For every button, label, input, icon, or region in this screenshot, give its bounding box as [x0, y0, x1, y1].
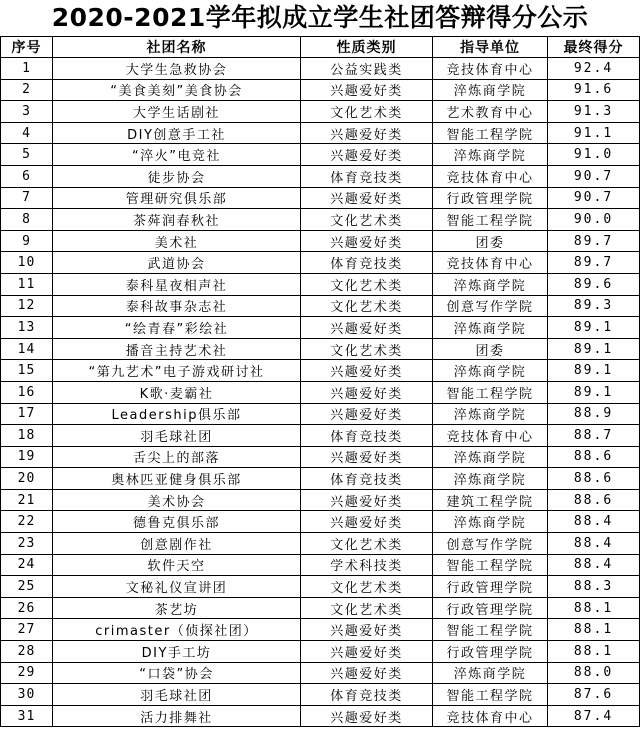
- cell-club-name: K歌·麦霸社: [53, 381, 301, 403]
- cell-advisor-unit: 创意写作学院: [433, 533, 548, 555]
- table-row: [1, 165, 640, 187]
- cell-index: 13: [1, 317, 53, 339]
- cell-category: 文化艺术类: [301, 209, 433, 231]
- table-row: [1, 295, 640, 317]
- cell-category: 文化艺术类: [301, 101, 433, 123]
- cell-index: 19: [1, 446, 53, 468]
- cell-category: 兴趣爱好类: [301, 122, 433, 144]
- table-row: [1, 79, 640, 101]
- table-row: [1, 468, 640, 490]
- cell-club-name: Leadership俱乐部: [53, 403, 301, 425]
- cell-club-name: 美术社: [53, 230, 301, 252]
- cell-index: 28: [1, 641, 53, 663]
- cell-category: 学术科技类: [301, 554, 433, 576]
- cell-club-name: “第九艺术”电子游戏研讨社: [53, 360, 301, 382]
- cell-club-name: 大学生话剧社: [53, 101, 301, 123]
- cell-club-name: 活力排舞社: [53, 705, 301, 727]
- column-header-index: 序号: [1, 37, 53, 58]
- table-row: [1, 705, 640, 727]
- cell-index: 12: [1, 295, 53, 317]
- cell-final-score: 88.3: [548, 576, 640, 598]
- cell-category: 体育竞技类: [301, 684, 433, 706]
- cell-index: 26: [1, 597, 53, 619]
- cell-category: 体育竞技类: [301, 425, 433, 447]
- cell-category: 兴趣爱好类: [301, 641, 433, 663]
- cell-final-score: 88.4: [548, 554, 640, 576]
- cell-category: 兴趣爱好类: [301, 705, 433, 727]
- cell-category: 兴趣爱好类: [301, 619, 433, 641]
- results-table: [0, 36, 640, 727]
- cell-category: 文化艺术类: [301, 273, 433, 295]
- cell-final-score: 88.4: [548, 511, 640, 533]
- cell-final-score: 90.0: [548, 209, 640, 231]
- cell-category: 文化艺术类: [301, 597, 433, 619]
- cell-advisor-unit: 行政管理学院: [433, 597, 548, 619]
- table-row: [1, 511, 640, 533]
- cell-club-name: 德鲁克俱乐部: [53, 511, 301, 533]
- cell-final-score: 88.4: [548, 533, 640, 555]
- cell-advisor-unit: 智能工程学院: [433, 209, 548, 231]
- cell-category: 体育竞技类: [301, 252, 433, 274]
- cell-index: 30: [1, 684, 53, 706]
- cell-final-score: 88.7: [548, 425, 640, 447]
- cell-final-score: 89.1: [548, 381, 640, 403]
- cell-final-score: 88.1: [548, 597, 640, 619]
- table-row: [1, 273, 640, 295]
- cell-final-score: 92.4: [548, 58, 640, 80]
- cell-final-score: 88.6: [548, 489, 640, 511]
- header-row: [1, 37, 640, 58]
- cell-final-score: 91.6: [548, 79, 640, 101]
- cell-index: 16: [1, 381, 53, 403]
- cell-advisor-unit: 艺术教育中心: [433, 101, 548, 123]
- table-row: [1, 489, 640, 511]
- table-row: [1, 252, 640, 274]
- table-row: [1, 144, 640, 166]
- cell-index: 2: [1, 79, 53, 101]
- cell-final-score: 89.1: [548, 317, 640, 339]
- cell-advisor-unit: 淬炼商学院: [433, 273, 548, 295]
- cell-index: 4: [1, 122, 53, 144]
- cell-category: 文化艺术类: [301, 533, 433, 555]
- cell-club-name: 武道协会: [53, 252, 301, 274]
- column-header-category: 性质类别: [301, 37, 433, 58]
- cell-category: 兴趣爱好类: [301, 446, 433, 468]
- table-row: [1, 425, 640, 447]
- cell-index: 6: [1, 165, 53, 187]
- cell-index: 5: [1, 144, 53, 166]
- cell-club-name: “绘青春”彩绘社: [53, 317, 301, 339]
- cell-category: 体育竞技类: [301, 165, 433, 187]
- cell-final-score: 89.1: [548, 338, 640, 360]
- table-row: [1, 317, 640, 339]
- cell-club-name: “淬火”电竞社: [53, 144, 301, 166]
- cell-advisor-unit: 竞技体育中心: [433, 425, 548, 447]
- cell-advisor-unit: 行政管理学院: [433, 641, 548, 663]
- table-row: [1, 641, 640, 663]
- cell-category: 兴趣爱好类: [301, 144, 433, 166]
- cell-club-name: DIY创意手工社: [53, 122, 301, 144]
- cell-final-score: 88.1: [548, 641, 640, 663]
- table-row: [1, 122, 640, 144]
- cell-final-score: 88.1: [548, 619, 640, 641]
- cell-index: 20: [1, 468, 53, 490]
- cell-final-score: 89.7: [548, 230, 640, 252]
- cell-club-name: 羽毛球社团: [53, 425, 301, 447]
- cell-index: 15: [1, 360, 53, 382]
- cell-advisor-unit: 竞技体育中心: [433, 165, 548, 187]
- cell-category: 文化艺术类: [301, 576, 433, 598]
- cell-advisor-unit: 淬炼商学院: [433, 144, 548, 166]
- cell-advisor-unit: 创意写作学院: [433, 295, 548, 317]
- cell-category: 兴趣爱好类: [301, 79, 433, 101]
- cell-index: 21: [1, 489, 53, 511]
- cell-advisor-unit: 建筑工程学院: [433, 489, 548, 511]
- cell-category: 文化艺术类: [301, 295, 433, 317]
- cell-advisor-unit: 智能工程学院: [433, 684, 548, 706]
- cell-advisor-unit: 行政管理学院: [433, 576, 548, 598]
- cell-category: 兴趣爱好类: [301, 187, 433, 209]
- table-row: [1, 554, 640, 576]
- cell-club-name: DIY手工坊: [53, 641, 301, 663]
- cell-final-score: 91.3: [548, 101, 640, 123]
- cell-advisor-unit: 智能工程学院: [433, 554, 548, 576]
- table-row: [1, 597, 640, 619]
- table-row: [1, 58, 640, 80]
- cell-club-name: 软件天空: [53, 554, 301, 576]
- cell-index: 9: [1, 230, 53, 252]
- cell-final-score: 89.3: [548, 295, 640, 317]
- cell-final-score: 87.6: [548, 684, 640, 706]
- cell-advisor-unit: 淬炼商学院: [433, 403, 548, 425]
- cell-advisor-unit: 智能工程学院: [433, 381, 548, 403]
- cell-index: 10: [1, 252, 53, 274]
- cell-club-name: 文秘礼仪宣讲团: [53, 576, 301, 598]
- cell-category: 兴趣爱好类: [301, 230, 433, 252]
- table-row: [1, 101, 640, 123]
- cell-final-score: 89.7: [548, 252, 640, 274]
- cell-category: 兴趣爱好类: [301, 511, 433, 533]
- cell-category: 兴趣爱好类: [301, 317, 433, 339]
- cell-club-name: 奥林匹亚健身俱乐部: [53, 468, 301, 490]
- cell-club-name: 茶艺坊: [53, 597, 301, 619]
- cell-final-score: 89.1: [548, 360, 640, 382]
- cell-final-score: 89.6: [548, 273, 640, 295]
- cell-index: 31: [1, 705, 53, 727]
- cell-club-name: 泰科故事杂志社: [53, 295, 301, 317]
- cell-category: 文化艺术类: [301, 338, 433, 360]
- table-row: [1, 662, 640, 684]
- cell-advisor-unit: 智能工程学院: [433, 619, 548, 641]
- cell-club-name: 舌尖上的部落: [53, 446, 301, 468]
- table-body: [1, 58, 640, 727]
- column-header-advisor-unit: 指导单位: [433, 37, 548, 58]
- cell-category: 兴趣爱好类: [301, 360, 433, 382]
- cell-final-score: 88.6: [548, 468, 640, 490]
- cell-club-name: 泰科星夜相声社: [53, 273, 301, 295]
- cell-final-score: 88.6: [548, 446, 640, 468]
- cell-advisor-unit: 团委: [433, 230, 548, 252]
- cell-advisor-unit: 淬炼商学院: [433, 360, 548, 382]
- table-row: [1, 684, 640, 706]
- cell-index: 27: [1, 619, 53, 641]
- cell-index: 1: [1, 58, 53, 80]
- cell-final-score: 90.7: [548, 165, 640, 187]
- cell-final-score: 88.9: [548, 403, 640, 425]
- column-header-final-score: 最终得分: [548, 37, 640, 58]
- cell-advisor-unit: 淬炼商学院: [433, 511, 548, 533]
- cell-club-name: “美食美刻”美食协会: [53, 79, 301, 101]
- table-row: [1, 619, 640, 641]
- cell-category: 兴趣爱好类: [301, 489, 433, 511]
- cell-category: 公益实践类: [301, 58, 433, 80]
- cell-index: 17: [1, 403, 53, 425]
- cell-club-name: crimaster（侦探社团）: [53, 619, 301, 641]
- cell-advisor-unit: 淬炼商学院: [433, 662, 548, 684]
- cell-index: 25: [1, 576, 53, 598]
- cell-advisor-unit: 团委: [433, 338, 548, 360]
- cell-final-score: 91.0: [548, 144, 640, 166]
- cell-advisor-unit: 淬炼商学院: [433, 468, 548, 490]
- cell-advisor-unit: 淬炼商学院: [433, 317, 548, 339]
- cell-final-score: 90.7: [548, 187, 640, 209]
- cell-index: 8: [1, 209, 53, 231]
- table-row: [1, 403, 640, 425]
- cell-final-score: 88.0: [548, 662, 640, 684]
- cell-advisor-unit: 淬炼商学院: [433, 446, 548, 468]
- cell-index: 29: [1, 662, 53, 684]
- cell-category: 兴趣爱好类: [301, 403, 433, 425]
- cell-club-name: 大学生急救协会: [53, 58, 301, 80]
- table-row: [1, 187, 640, 209]
- cell-club-name: 管理研究俱乐部: [53, 187, 301, 209]
- cell-final-score: 91.1: [548, 122, 640, 144]
- cell-advisor-unit: 竞技体育中心: [433, 252, 548, 274]
- cell-category: 兴趣爱好类: [301, 662, 433, 684]
- cell-advisor-unit: 竞技体育中心: [433, 58, 548, 80]
- cell-index: 18: [1, 425, 53, 447]
- cell-advisor-unit: 智能工程学院: [433, 122, 548, 144]
- cell-club-name: 徒步协会: [53, 165, 301, 187]
- table-row: [1, 209, 640, 231]
- table-row: [1, 533, 640, 555]
- cell-club-name: 播音主持艺术社: [53, 338, 301, 360]
- cell-advisor-unit: 淬炼商学院: [433, 79, 548, 101]
- cell-index: 24: [1, 554, 53, 576]
- page-title: 2020-2021学年拟成立学生社团答辩得分公示: [51, 3, 589, 32]
- cell-index: 3: [1, 101, 53, 123]
- cell-index: 22: [1, 511, 53, 533]
- cell-club-name: 美术协会: [53, 489, 301, 511]
- cell-index: 14: [1, 338, 53, 360]
- cell-club-name: 茶荈润春秋社: [53, 209, 301, 231]
- cell-index: 23: [1, 533, 53, 555]
- table-row: [1, 338, 640, 360]
- table-row: [1, 230, 640, 252]
- cell-club-name: “口袋”协会: [53, 662, 301, 684]
- table-row: [1, 381, 640, 403]
- cell-category: 兴趣爱好类: [301, 381, 433, 403]
- table-row: [1, 446, 640, 468]
- cell-index: 7: [1, 187, 53, 209]
- column-header-club-name: 社团名称: [53, 37, 301, 58]
- cell-club-name: 羽毛球社团: [53, 684, 301, 706]
- cell-club-name: 创意剧作社: [53, 533, 301, 555]
- table-row: [1, 360, 640, 382]
- cell-advisor-unit: 行政管理学院: [433, 187, 548, 209]
- cell-advisor-unit: 竞技体育中心: [433, 705, 548, 727]
- cell-final-score: 87.4: [548, 705, 640, 727]
- table-row: [1, 576, 640, 598]
- cell-index: 11: [1, 273, 53, 295]
- cell-category: 体育竞技类: [301, 468, 433, 490]
